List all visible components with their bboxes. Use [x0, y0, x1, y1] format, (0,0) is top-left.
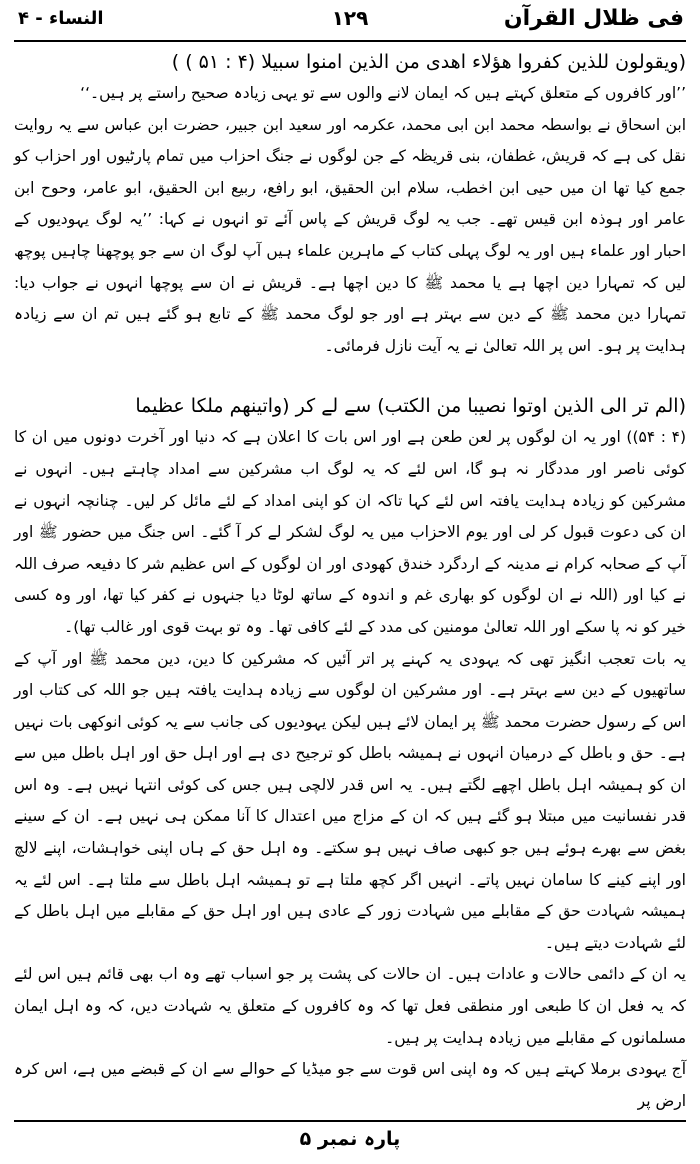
paragraph-6: آج یہودی برملا کہتے ہیں کہ وہ اپنی اس قوت سے جو میڈیا کے حوالے سے ان کے قبضے میں ہے، اس کرہ ارض پر: [14, 1060, 686, 1110]
running-header: [14, 0, 686, 42]
quran-verse-1: (ویقولون للذین کفروا ھؤلاء اھدی من الذین امنوا سبیلا (۴ : ۵۱ ) ): [171, 51, 686, 73]
paragraph-4: یہ بات تعجب انگیز تھی کہ یہودی یہ کہنے پر اتر آئیں کہ مشرکین کا دین، دین محمد ﷺ اور آپ کے ساتھیوں کے دین سے بہتر ہے۔ اور مشرکین ان لوگوں سے زیادہ ہدایت یافتہ ہیں جو اللہ کی کتاب اور اس کے رسول حضرت محمد ﷺ پر ایمان لائے ہیں لیکن یہودیوں کی جانب سے یہ کوئی انوکھی بات نہیں ہے۔ حق و باطل کے درمیان انہوں نے ہمیشہ باطل کو ترجیح دی ہے اور اہل حق اور اہل باطل میں سے ان کو ہمیشہ اہل باطل اچھے لگتے ہیں۔ یہ اس قدر لالچی ہیں جس کی کوئی انتہا نہیں ہے۔ وہ اس قدر نفسانیت میں مبتلا ہو گئے ہیں کہ ان کے مزاج میں اعتدال کا آنا ممکن ہی نہیں ہے۔ ان کے سینے بغض سے بھرے ہوئے ہیں جو کبھی صاف نہیں ہو سکتے۔ وہ اہل حق کے ہاں اپنی خواہشات، اپنے لالچ اور اپنے کینے کا سامان نہیں پاتے۔ انہیں اگر کچھ ملتا ہے تو ہمیشہ اہل باطل سے ملتا ہے۔ اس لئے یہ ہمیشہ شہادت حق کے مقابلے میں شہادت زور کے عادی ہیں اور اہل حق کے مقابلے میں اہل باطل کے لئے شہادت دیتے ہیں۔: [14, 649, 686, 952]
page-number: ۱۲۹: [331, 6, 369, 30]
paragraph-5: یہ ان کے دائمی حالات و عادات ہیں۔ ان حالات کی پشت پر جو اسباب تھے وہ اب بھی قائم ہیں اس لئے کہ یہ فعل ان کا طبعی اور منطقی فعل تھا کہ وہ کافروں کے متعلق یہ شہادت دیں، کہ وہ اہل ایمان مسلمانوں کے مقابلے میں زیادہ ہدایت پر ہیں۔: [14, 965, 686, 1047]
paragraph-2: ابن اسحاق نے بواسطہ محمد ابن ابی محمد، عکرمہ اور سعید ابن جبیر، حضرت ابن عباس سے یہ روایت نقل کی ہے کہ قریش، غطفان، بنی قریظہ کے جن لوگوں نے جنگ احزاب میں تمام پارٹیوں اور احزاب کو جمع کیا تھا ان میں حیی ابن اخطب، سلام ابن الحقیق، ابو رافع، ربیع ابن الحقیق، ابو عامر، وحوح ابن عامر اور ہوذہ ابن قیس تھے۔ جب یہ لوگ قریش کے پاس آئے تو انہوں نے کہا: ’’یہ لوگ یہودیوں کے احبار اور علماء ہیں اور یہ لوگ پہلی کتاب کے ماہرین علماء ہیں آپ لوگ ان سے جو پوچھنا چاہیں پوچھ لیں کہ تمہارا دین اچھا ہے یا محمد ﷺ کا دین اچھا ہے۔ قریش نے ان سے پوچھا انہوں نے جواب دیا: تمہارا دین محمد ﷺ کے دین سے بہتر ہے اور جو لوگ محمد ﷺ کے تابع ہو گئے ہیں تم ان سے زیادہ ہدایت پر ہو۔ اس پر اللہ تعالیٰ نے یہ آیت نازل فرمائی۔: [14, 115, 686, 355]
footer-rule: [14, 1120, 686, 1122]
surah-label: النساء - ۴: [18, 8, 104, 29]
book-title: فی ظلال القرآن: [503, 6, 684, 31]
paragraph-3: (۴ : ۵۴)) اور یہ ان لوگوں پر لعن طعن ہے اور اس بات کا اعلان ہے کہ دنیا اور آخرت دونوں میں ان کا کوئی ناصر اور مددگار نہ ہو گا، اس لئے کہ یہ لوگ اب مشرکین سے امداد چاہتے ہیں۔ انہوں نے مشرکین کو زیادہ ہدایت یافتہ اس لئے کہا تاکہ ان کو اپنی امداد کے لئے مائل کر لیں۔ چنانچہ انہوں نے ان کی دعوت قبول کر لی اور یوم الاحزاب میں یہ لوگ لشکر لے کر آ گئے۔ اس جنگ میں حضور ﷺ اور آپ کے صحابہ کرام نے مدینہ کے اردگرد خندق کھودی اور ان لوگوں کے اس عظیم شر کا دفیعہ صرف اللہ نے کیا اور (اللہ نے ان لوگوں کو بھاری غم و اندوہ کے ساتھ لوٹا دیا جنہوں نے کفر کیا تھا، اور وہ کسی خیر کو نہ پا سکے اور اللہ تعالیٰ مومنین کی مدد کے لئے کافی تھا۔ وہ تو بہت قوی اور غالب تھا)۔: [14, 428, 687, 636]
section-footer: پارہ نمبر ۵: [299, 1128, 401, 1150]
quran-verse-2: (الم تر الی الذین اوتوا نصیبا من الکتب) سے لے کر (واتینھم ملکا عظیما: [135, 395, 686, 418]
paragraph-1: ’’اور کافروں کے متعلق کہتے ہیں کہ ایمان لانے والوں سے تو یہی زیادہ صحیح راستے پر ہیں۔‘‘: [80, 84, 686, 102]
